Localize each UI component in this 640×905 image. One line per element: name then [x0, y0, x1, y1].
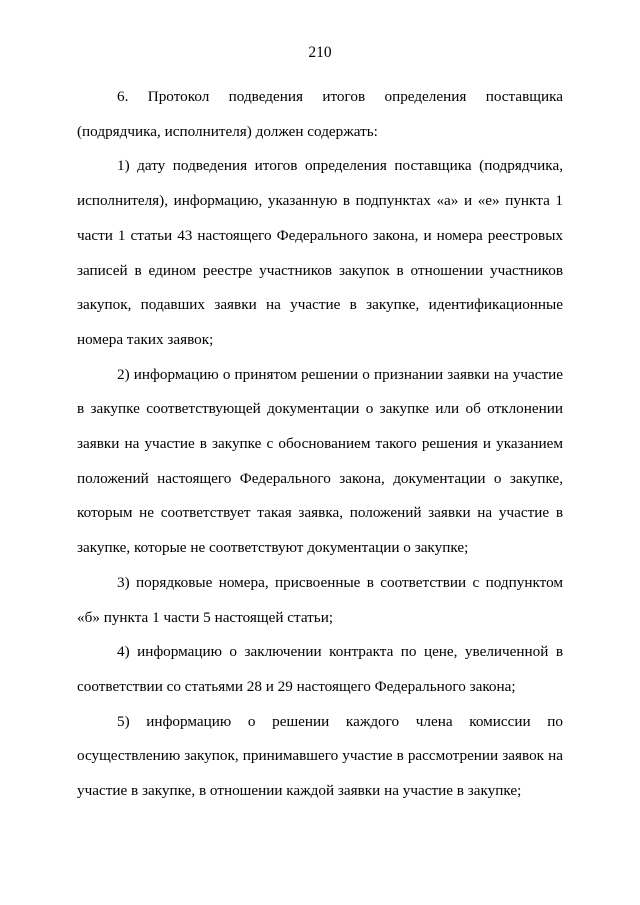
document-body [77, 80, 563, 809]
paragraph-item-4: 4) информацию о заключении контракта по цене, увеличенной в соответствии со статьями 28 и 29 настоящего Федерального закона; [77, 643, 563, 695]
paragraph-6: 6. Протокол подведения итогов определения поставщика (подрядчика, исполнителя) должен содержать: [77, 88, 563, 140]
page-number: 210 [308, 44, 332, 61]
paragraph-item-2: 2) информацию о принятом решении о признании заявки на участие в закупке соответствующей документации о закупке или об отклонении заявки на участие в закупке с обоснованием такого решения и указанием положений настоящего Федерального закона, документации о закупке, которым не соответствует такая заявка, положений заявки на участие в закупке, которые не соответствуют документации о закупке; [77, 365, 563, 557]
paragraph-item-3: 3) порядковые номера, присвоенные в соответствии с подпунктом «б» пункта 1 части 5 настоящей статьи; [77, 573, 563, 626]
paragraph-item-1: 1) дату подведения итогов определения поставщика (подрядчика, исполнителя), информацию, указанную в подпунктах «а» и «е» пункта 1 части 1 статьи 43 настоящего Федерального закона, и номера реестровых записей в едином реестре участников закупок в отношении участников закупок, подавших заявки на участие в закупке, идентификационные номера таких заявок; [77, 157, 563, 348]
paragraph-item-5: 5) информацию о решении каждого члена комиссии по осуществлению закупок, принимавшего участие в рассмотрении заявок на участие в закупке, в отношении каждой заявки на участие в закупке; [77, 712, 563, 800]
